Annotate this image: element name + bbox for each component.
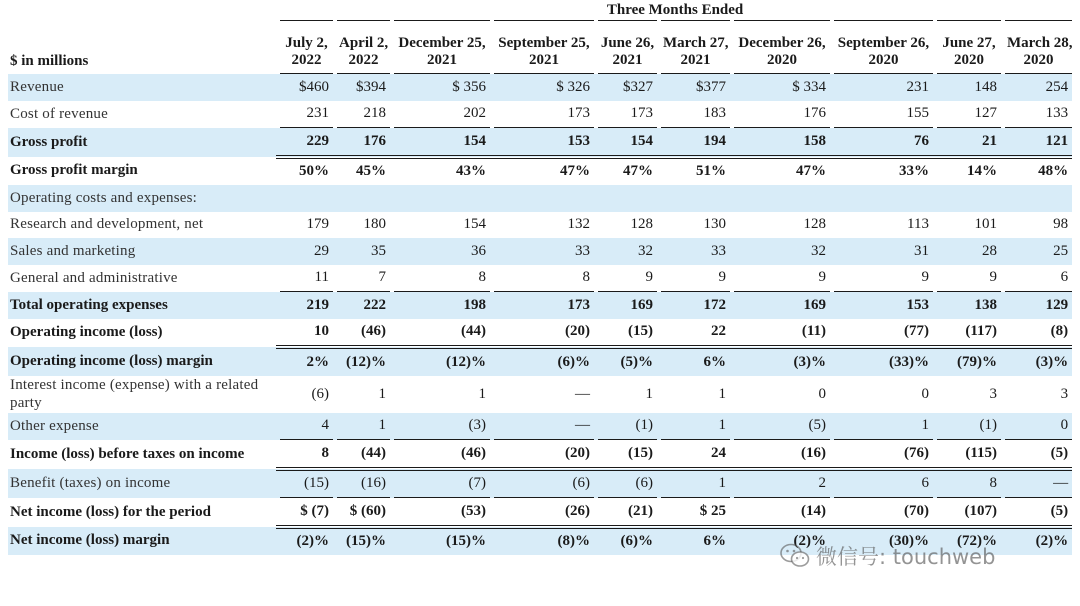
- value-cell: 43%: [456, 163, 486, 180]
- value-cell: (1): [935, 413, 1003, 440]
- value-cell: 254: [1003, 74, 1072, 101]
- value-cell: 179: [306, 216, 329, 233]
- value-cell: 180: [363, 216, 386, 233]
- column-header-year: 2020: [868, 52, 899, 68]
- row-label: Gross profit: [8, 128, 278, 157]
- column-header-date: September 25,: [498, 35, 590, 51]
- value-cell: $ 334: [732, 74, 832, 101]
- value-cell: 31: [832, 238, 935, 265]
- units-label: $ in millions: [10, 52, 89, 69]
- value-cell: (8)%: [492, 527, 596, 556]
- column-header-year: 2021: [680, 52, 711, 68]
- value-cell: 35: [335, 238, 392, 265]
- value-cell: (2)%: [278, 527, 335, 556]
- value-cell: (5): [1003, 440, 1072, 469]
- value-cell: 121: [1003, 128, 1072, 157]
- value-cell: 48%: [1038, 163, 1069, 180]
- value-cell: 158: [732, 128, 832, 157]
- table-row: [8, 413, 1072, 440]
- table-row: [8, 440, 1072, 469]
- value-cell: 154: [463, 216, 486, 233]
- value-cell: (8): [1003, 319, 1072, 348]
- row-label: Interest income (expense) with a related party: [10, 377, 259, 411]
- value-cell: 219: [278, 292, 335, 319]
- value-cell: (16): [732, 440, 832, 469]
- corner-cell: [8, 0, 278, 21]
- value-cell: (53): [392, 498, 492, 527]
- value-cell: [732, 185, 832, 212]
- value-cell: $327: [596, 74, 659, 101]
- column-header-date: March 27,: [663, 35, 729, 51]
- table-row: [8, 292, 1072, 319]
- value-cell: (70): [832, 498, 935, 527]
- value-cell: 155: [906, 105, 929, 122]
- value-cell: 153: [492, 128, 596, 157]
- watermark-text: 微信号: touchweb: [816, 545, 996, 569]
- table-row: [8, 265, 1072, 292]
- wechat-icon: [780, 543, 810, 569]
- value-cell: (21): [596, 498, 659, 527]
- value-cell: (26): [492, 498, 596, 527]
- value-cell: (72)%: [935, 527, 1003, 556]
- value-cell: 6: [1060, 269, 1069, 286]
- table-row: [8, 238, 1072, 265]
- row-label: General and administrative: [10, 269, 178, 286]
- column-header: [335, 21, 392, 74]
- value-cell: 9: [818, 269, 826, 286]
- column-header-year: 2021: [612, 52, 643, 68]
- value-cell: 0: [818, 385, 826, 402]
- value-cell: 6: [832, 469, 935, 498]
- value-cell: 98: [1053, 216, 1069, 233]
- table-row: [8, 376, 1072, 413]
- table-row: [8, 212, 1072, 239]
- value-cell: (30)%: [832, 527, 935, 556]
- value-cell: (20): [492, 440, 596, 469]
- row-label: Operating costs and expenses:: [8, 185, 278, 212]
- value-cell: 231: [832, 74, 935, 101]
- value-cell: 3: [989, 385, 997, 402]
- value-cell: 173: [492, 292, 596, 319]
- value-cell: 183: [703, 105, 726, 122]
- value-cell: 1: [378, 385, 386, 402]
- value-cell: 4: [278, 413, 335, 440]
- value-cell: (3)%: [732, 347, 832, 376]
- column-header: [1003, 21, 1072, 74]
- value-cell: —: [492, 413, 596, 440]
- value-cell: 229: [278, 128, 335, 157]
- value-cell: 222: [335, 292, 392, 319]
- value-cell: (6): [311, 385, 329, 402]
- value-cell: (11): [732, 319, 832, 348]
- value-cell: (15)%: [335, 527, 392, 556]
- value-cell: (6): [492, 469, 596, 498]
- value-cell: 9: [989, 269, 997, 286]
- value-cell: (15): [596, 319, 659, 348]
- value-cell: [335, 185, 392, 212]
- value-cell: 21: [935, 128, 1003, 157]
- value-cell: (77): [832, 319, 935, 348]
- value-cell: —: [1003, 469, 1072, 498]
- value-cell: 24: [659, 440, 732, 469]
- column-header-year: 2021: [427, 52, 457, 68]
- wechat-watermark: [780, 540, 995, 572]
- column-header-date: July 2,: [285, 35, 328, 51]
- value-cell: 176: [335, 128, 392, 157]
- value-cell: 47%: [560, 163, 590, 180]
- value-cell: [392, 185, 492, 212]
- row-label: Revenue: [8, 74, 278, 101]
- value-cell: 198: [392, 292, 492, 319]
- column-header: [659, 21, 732, 74]
- table-row: [8, 74, 1072, 101]
- value-cell: (6)%: [596, 527, 659, 556]
- column-header-year: 2020: [767, 52, 797, 68]
- table-row: [8, 101, 1072, 128]
- value-cell: 9: [718, 269, 726, 286]
- value-cell: 9: [921, 269, 929, 286]
- row-label: Total operating expenses: [8, 292, 278, 319]
- table-row: [8, 498, 1072, 527]
- value-cell: 45%: [356, 163, 386, 180]
- value-cell: (46): [335, 319, 392, 348]
- column-header-date: December 25,: [398, 35, 486, 51]
- value-cell: 1: [478, 385, 486, 402]
- column-header: [935, 21, 1003, 74]
- row-label: Other expense: [8, 413, 278, 440]
- value-cell: (117): [935, 319, 1003, 348]
- value-cell: (1): [596, 413, 659, 440]
- table-row: [8, 157, 1072, 186]
- value-cell: $ (60): [335, 498, 392, 527]
- value-cell: (76): [832, 440, 935, 469]
- value-cell: 148: [935, 74, 1003, 101]
- value-cell: 6%: [659, 347, 732, 376]
- value-cell: 154: [596, 128, 659, 157]
- row-label: Income (loss) before taxes on income: [10, 445, 245, 462]
- value-cell: 51%: [696, 163, 726, 180]
- value-cell: 202: [463, 105, 486, 122]
- value-cell: 169: [596, 292, 659, 319]
- value-cell: $ (7): [278, 498, 335, 527]
- value-cell: (12)%: [392, 347, 492, 376]
- value-cell: 172: [659, 292, 732, 319]
- value-cell: 1: [718, 385, 726, 402]
- value-cell: (44): [392, 319, 492, 348]
- value-cell: 33: [659, 238, 732, 265]
- value-cell: 22: [659, 319, 732, 348]
- row-label: Gross profit margin: [10, 162, 138, 179]
- value-cell: [278, 185, 335, 212]
- column-header-date: June 27,: [942, 35, 996, 51]
- value-cell: 8: [278, 440, 335, 469]
- column-header-year: 2020: [954, 52, 984, 68]
- value-cell: 154: [392, 128, 492, 157]
- row-label: Cost of revenue: [10, 105, 108, 122]
- value-cell: 28: [935, 238, 1003, 265]
- table-row: [8, 319, 1072, 348]
- value-cell: 14%: [967, 163, 997, 180]
- value-cell: 3: [1060, 385, 1069, 402]
- value-cell: (115): [935, 440, 1003, 469]
- value-cell: 0: [921, 385, 929, 402]
- value-cell: 50%: [299, 163, 329, 180]
- value-cell: 231: [306, 105, 329, 122]
- value-cell: 7: [378, 269, 386, 286]
- value-cell: (44): [335, 440, 392, 469]
- value-cell: 8: [582, 269, 590, 286]
- value-cell: (6)%: [492, 347, 596, 376]
- value-cell: 129: [1003, 292, 1072, 319]
- column-header-year: 2020: [1023, 52, 1054, 68]
- table-row: [8, 347, 1072, 376]
- value-cell: 8: [935, 469, 1003, 498]
- value-cell: 2: [732, 469, 832, 498]
- column-header: [832, 21, 935, 74]
- value-cell: 1: [645, 385, 653, 402]
- column-header-year: 2021: [529, 52, 559, 68]
- value-cell: 1: [335, 413, 392, 440]
- value-cell: 132: [567, 216, 590, 233]
- value-cell: $ 326: [492, 74, 596, 101]
- column-header: [392, 21, 492, 74]
- value-cell: $394: [335, 74, 392, 101]
- value-cell: 47%: [623, 163, 653, 180]
- column-header-date: September 26,: [837, 35, 930, 51]
- value-cell: 128: [630, 216, 653, 233]
- value-cell: [596, 185, 659, 212]
- value-cell: 2%: [278, 347, 335, 376]
- value-cell: (107): [935, 498, 1003, 527]
- value-cell: 33: [492, 238, 596, 265]
- value-cell: [1003, 185, 1072, 212]
- column-header-date: June 26,: [600, 35, 655, 51]
- period-group-header: Three Months Ended: [278, 0, 1072, 21]
- value-cell: (16): [335, 469, 392, 498]
- value-cell: (15)%: [392, 527, 492, 556]
- row-label: Operating income (loss): [10, 324, 163, 341]
- value-cell: 101: [974, 216, 997, 233]
- column-header: [278, 21, 335, 74]
- value-cell: 10: [278, 319, 335, 348]
- value-cell: (33)%: [832, 347, 935, 376]
- value-cell: 1: [659, 469, 732, 498]
- value-cell: 9: [645, 269, 653, 286]
- value-cell: 173: [630, 105, 653, 122]
- column-header-date: December 26,: [738, 35, 826, 51]
- value-cell: (46): [392, 440, 492, 469]
- value-cell: 47%: [796, 163, 826, 180]
- value-cell: 6%: [659, 527, 732, 556]
- value-cell: [832, 185, 935, 212]
- value-cell: (2)%: [1003, 527, 1072, 556]
- value-cell: 130: [703, 216, 726, 233]
- value-cell: 29: [278, 238, 335, 265]
- column-header-date: April 2,: [339, 35, 389, 51]
- value-cell: 153: [832, 292, 935, 319]
- value-cell: [935, 185, 1003, 212]
- value-cell: 173: [567, 105, 590, 122]
- value-cell: 176: [803, 105, 826, 122]
- value-cell: (6): [596, 469, 659, 498]
- value-cell: (12)%: [335, 347, 392, 376]
- row-label: Research and development, net: [10, 216, 204, 233]
- value-cell: 8: [478, 269, 486, 286]
- value-cell: $377: [659, 74, 732, 101]
- value-cell: 128: [803, 216, 826, 233]
- table-row: [8, 185, 1072, 212]
- value-cell: (3): [392, 413, 492, 440]
- row-label: Operating income (loss) margin: [8, 347, 278, 376]
- table-row: [8, 469, 1072, 498]
- row-label: Net income (loss) margin: [8, 527, 278, 556]
- value-cell: —: [575, 385, 590, 402]
- value-cell: 194: [659, 128, 732, 157]
- value-cell: [659, 185, 732, 212]
- value-cell: (3)%: [1003, 347, 1072, 376]
- value-cell: (5): [1003, 498, 1072, 527]
- value-cell: 33%: [899, 163, 929, 180]
- value-cell: (5): [732, 413, 832, 440]
- value-cell: 36: [392, 238, 492, 265]
- value-cell: (5)%: [596, 347, 659, 376]
- value-cell: $ 25: [659, 498, 732, 527]
- value-cell: 169: [732, 292, 832, 319]
- value-cell: 32: [596, 238, 659, 265]
- table-row: [8, 128, 1072, 157]
- column-header: [492, 21, 596, 74]
- value-cell: (79)%: [935, 347, 1003, 376]
- value-cell: [492, 185, 596, 212]
- value-cell: $460: [278, 74, 335, 101]
- row-label: Benefit (taxes) on income: [8, 469, 278, 498]
- value-cell: (7): [392, 469, 492, 498]
- value-cell: 127: [974, 105, 997, 122]
- value-cell: (14): [732, 498, 832, 527]
- column-header: [732, 21, 832, 74]
- quarterly-income-table: [8, 0, 1072, 555]
- value-cell: 133: [1045, 105, 1069, 122]
- value-cell: 32: [732, 238, 832, 265]
- value-cell: 25: [1003, 238, 1072, 265]
- value-cell: 0: [1003, 413, 1072, 440]
- value-cell: 138: [935, 292, 1003, 319]
- column-header-year: 2022: [348, 52, 379, 68]
- value-cell: (15): [596, 440, 659, 469]
- value-cell: 1: [832, 413, 935, 440]
- value-cell: (20): [492, 319, 596, 348]
- value-cell: $ 356: [392, 74, 492, 101]
- row-label: Net income (loss) for the period: [10, 503, 211, 520]
- value-cell: 1: [659, 413, 732, 440]
- value-cell: 218: [363, 105, 386, 122]
- value-cell: (2)%: [732, 527, 832, 556]
- column-header: [596, 21, 659, 74]
- row-label: Sales and marketing: [8, 238, 278, 265]
- value-cell: 113: [907, 216, 929, 233]
- value-cell: 11: [314, 269, 329, 286]
- value-cell: (15): [278, 469, 335, 498]
- column-header-date: March 28,: [1007, 35, 1073, 51]
- column-header-year: 2022: [291, 52, 322, 68]
- value-cell: 76: [832, 128, 935, 157]
